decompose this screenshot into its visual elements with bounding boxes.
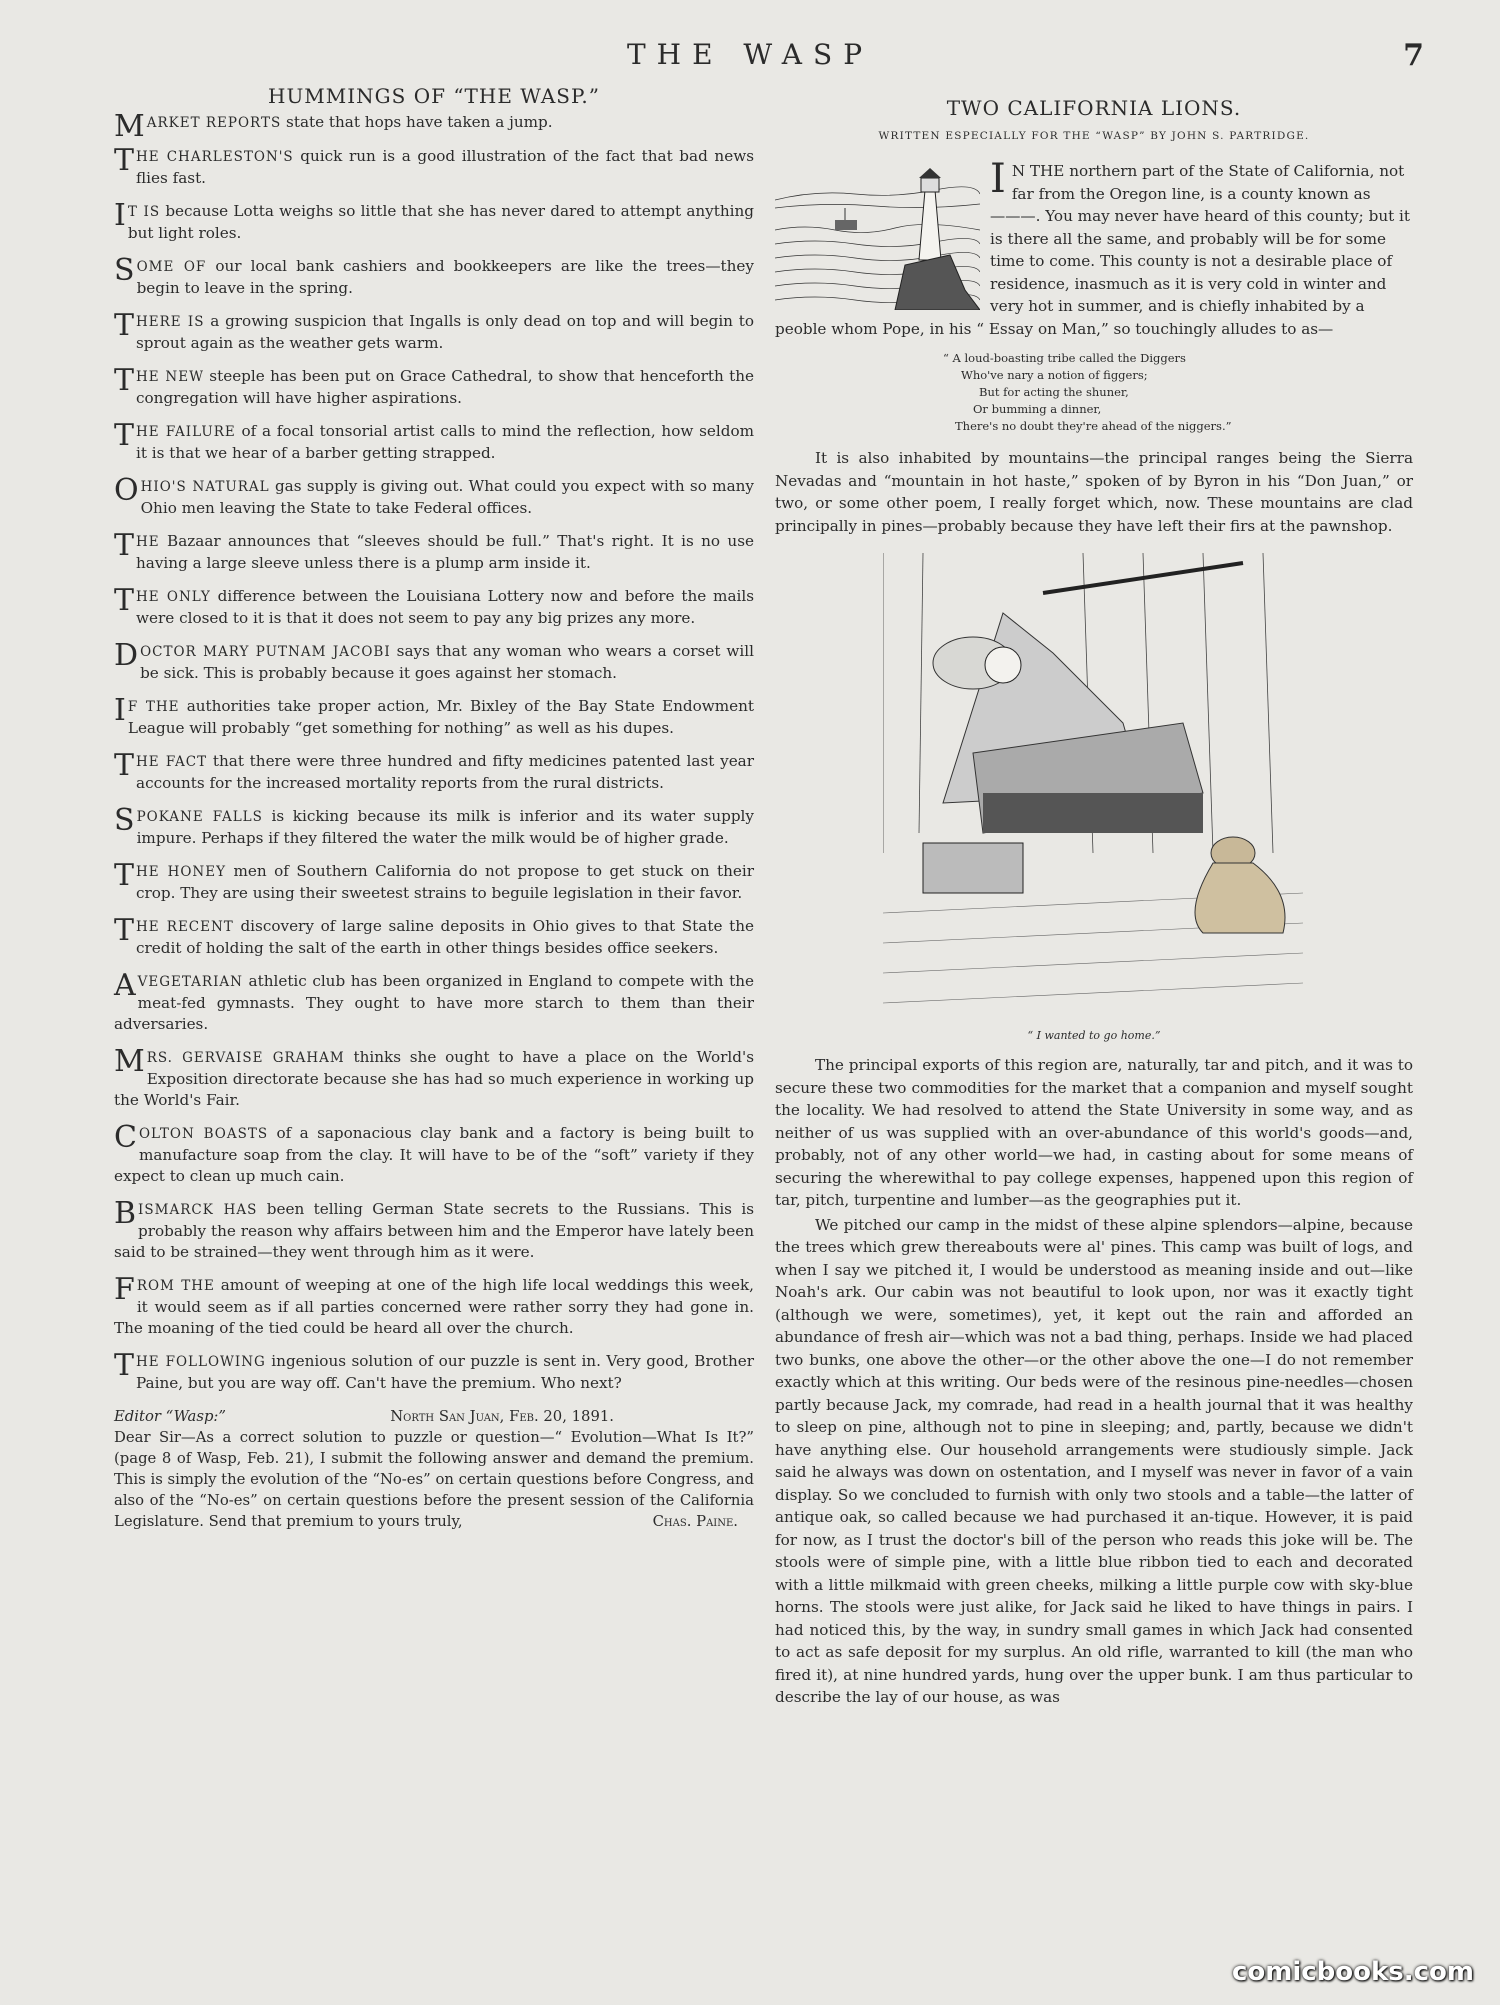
humming-item xyxy=(114,109,754,144)
humming-lead: HE xyxy=(136,534,160,550)
humming-lead: POKANE FALLS xyxy=(136,809,263,825)
humming-lead: HE ONLY xyxy=(136,589,211,605)
humming-item xyxy=(114,1120,754,1187)
article-title: TWO CALIFORNIA LIONS. xyxy=(946,96,1242,120)
humming-lead: HE NEW xyxy=(136,369,204,385)
humming-drop-cap: T xyxy=(114,1348,135,1383)
humming-text: Bazaar announces that “sleeves should be full.” That's right. It is no use having a large sleeve unless there is a plump arm inside it. xyxy=(136,532,754,572)
humming-item xyxy=(114,143,754,189)
poem-line: But for acting the shuner, xyxy=(979,385,1129,399)
paragraph-3: The principal exports of this region are, naturally, tar and pitch, and it was to secure these two commodities for the market that a companion and myself sought the locality. We had resolved to attend the State University in some way, and as neither of us was supplied with an over-abundance of this world's goods—and, probably, not of any other world—we had, in casting about for some means of securing the wherewithal to pay college expenses, happened upon this region of tar, pitch, turpentine and lumber—as the geographies put it. xyxy=(775,1056,1413,1209)
letter-salutation: Editor “Wasp:” xyxy=(114,1408,226,1425)
humming-lead: ARKET REPORTS xyxy=(146,115,282,131)
humming-lead: RS. GERVAISE GRAHAM xyxy=(146,1050,345,1066)
humming-item xyxy=(114,803,754,849)
humming-text: says that any woman who wears a corset will be sick. This is probably because it goes against her stomach. xyxy=(140,642,754,682)
humming-text: state that hops have taken a jump. xyxy=(281,113,553,131)
humming-text: authorities take proper action, Mr. Bixley of the Bay State Endowment League will probably “get something for nothing” as well as his dupes. xyxy=(127,697,755,737)
humming-lead: F THE xyxy=(127,699,180,715)
humming-text: our local bank cashiers and bookkeepers are like the trees—they begin to leave in the spring. xyxy=(136,257,754,297)
humming-drop-cap: T xyxy=(114,143,135,178)
left-column xyxy=(114,84,754,1536)
humming-item xyxy=(114,473,755,519)
humming-lead: HE FACT xyxy=(136,754,208,770)
humming-drop-cap: T xyxy=(114,858,135,893)
humming-item xyxy=(114,1348,755,1394)
humming-item xyxy=(114,638,754,684)
humming-lead: ROM THE xyxy=(136,1278,215,1294)
humming-text: gas supply is giving out. What could you expect with so many Ohio men leaving the State to take Federal offices. xyxy=(140,477,755,517)
humming-lead: ISMARCK HAS xyxy=(138,1202,258,1218)
humming-drop-cap: M xyxy=(114,109,145,144)
humming-text: athletic club has been organized in England to compete with the meat-fed gymnasts. They ought to have more starch to them than their adversaries. xyxy=(114,972,754,1033)
humming-drop-cap: B xyxy=(114,1196,137,1231)
letter xyxy=(114,1406,754,1532)
humming-item xyxy=(114,308,754,354)
article-byline: WRITTEN ESPECIALLY FOR THE “WASP” BY JOHN S. PARTRIDGE. xyxy=(878,130,1310,142)
poem-line: “ A loud-boasting tribe called the Diggers xyxy=(943,351,1186,365)
humming-text: a growing suspicion that Ingalls is only dead on top and will begin to sprout again as the weather gets warm. xyxy=(136,312,754,352)
letter-dateline xyxy=(114,1406,754,1427)
bed-cougar-illustration xyxy=(883,553,1303,1023)
letter-body: Dear Sir—As a correct solution to puzzle or question—“ Evolution—What Is It?” (page 8 of Wasp, Feb. 21), I submit the following answer and demand the premium. This is simply the evolution of the “No-es” on certain questions before Congress, and also of the “No-es” on certain questions before the present session of the California Legislature. Send that premium to yours truly, xyxy=(114,1429,754,1530)
humming-lead: OLTON BOASTS xyxy=(138,1126,269,1142)
humming-item xyxy=(114,253,754,299)
humming-lead: HE CHARLESTON'S xyxy=(136,149,294,165)
humming-item xyxy=(114,1272,754,1339)
humming-drop-cap: T xyxy=(114,583,135,618)
humming-text: men of Southern California do not propose to get stuck on their crop. They are using their sweetest strains to beguile legislation in their favor. xyxy=(136,862,754,902)
humming-lead: HIO'S NATURAL xyxy=(140,479,270,495)
humming-drop-cap: O xyxy=(114,473,139,508)
intro-paragraph: N THE northern part of the State of California, not far from the Oregon line, is a county known as ———. You may never have heard of this county; but it is there all the same, and probably will be for some time to come. This county is not a desirable place of residence, inasmuch as it is very cold in winter and very hot in summer, and is chiefly inhabited by a peoble whom Pope, in his “ Essay on Man,” so touchingly alludes to as— xyxy=(775,162,1411,338)
hummings-title: HUMMINGS OF “THE WASP.” xyxy=(268,84,600,108)
humming-lead: T IS xyxy=(127,204,161,220)
humming-drop-cap: C xyxy=(114,1120,137,1155)
poem xyxy=(943,350,1413,435)
humming-drop-cap: T xyxy=(114,528,135,563)
letter-date: North San Juan, Feb. 20, 1891. xyxy=(390,1408,614,1425)
humming-drop-cap: I xyxy=(114,198,126,233)
humming-lead: OME OF xyxy=(136,259,207,275)
humming-item xyxy=(114,1044,754,1111)
humming-lead: HE HONEY xyxy=(136,864,226,880)
watermark: comicbooks.com xyxy=(1231,1957,1474,1987)
poem-line: Or bumming a dinner, xyxy=(973,402,1102,416)
humming-item xyxy=(114,418,754,464)
humming-text: amount of weeping at one of the high life local weddings this week, it would seem as if all parties concerned were rather sorry they had gone in. The moaning of the tied could be heard all over the church. xyxy=(114,1276,754,1337)
humming-text: of a focal tonsorial artist calls to mind the reflection, how seldom it is that we hear of a barber getting strapped. xyxy=(136,422,754,462)
poem-line: Who've nary a notion of figgers; xyxy=(961,368,1148,382)
intro-drop-cap: I xyxy=(990,156,1006,202)
illustration-caption: “ I wanted to go home.” xyxy=(1027,1029,1161,1042)
humming-text: discovery of large saline deposits in Ohio gives to that State the credit of holding the salt of the earth in other things besides office seekers. xyxy=(136,917,754,957)
humming-text: ingenious solution of our puzzle is sent in. Very good, Brother Paine, but you are way off. Can't have the premium. Who next? xyxy=(136,1352,755,1392)
poem-line: There's no doubt they're ahead of the niggers.” xyxy=(955,419,1232,433)
page-header xyxy=(0,38,1500,78)
humming-drop-cap: I xyxy=(114,693,126,728)
humming-item xyxy=(114,528,754,574)
humming-item xyxy=(114,363,754,409)
humming-drop-cap: T xyxy=(114,418,135,453)
humming-drop-cap: A xyxy=(114,968,136,1003)
humming-lead: HE FAILURE xyxy=(136,424,236,440)
humming-text: because Lotta weighs so little that she has never dared to attempt anything but light roles. xyxy=(127,202,754,242)
letter-signature: Chas. Paine. xyxy=(652,1513,738,1530)
humming-item xyxy=(114,913,754,959)
humming-drop-cap: F xyxy=(114,1272,135,1307)
humming-text: of a saponacious clay bank and a factory is being built to manufacture soap from the clay. It will have to be of the “soft” variety if they expect to clean up much cain. xyxy=(114,1124,754,1185)
humming-lead: HE RECENT xyxy=(136,919,234,935)
right-column xyxy=(775,84,1413,1711)
humming-lead: OCTOR MARY PUTNAM JACOBI xyxy=(140,644,391,660)
humming-drop-cap: D xyxy=(114,638,139,673)
humming-drop-cap: T xyxy=(114,363,135,398)
humming-item xyxy=(114,198,754,244)
humming-text: thinks she ought to have a place on the World's Exposition directorate because she has had so much experience in working up the World's Fair. xyxy=(114,1048,754,1109)
lighthouse-illustration xyxy=(775,160,980,310)
humming-drop-cap: S xyxy=(114,803,135,838)
humming-text: steeple has been put on Grace Cathedral, to show that henceforth the congregation will have higher aspirations. xyxy=(136,367,754,407)
humming-text: quick run is a good illustration of the fact that bad news flies fast. xyxy=(136,147,754,187)
humming-item xyxy=(114,968,754,1035)
humming-text: difference between the Louisiana Lottery now and before the mails were closed to it is that it does not seem to pay any big prizes any more. xyxy=(136,587,755,627)
humming-drop-cap: S xyxy=(114,253,135,288)
paragraph-2: It is also inhabited by mountains—the principal ranges being the Sierra Nevadas and “mountain in hot haste,” spoken of by Byron in his “Don Juan,” or two, or some other poem, I really forget which, now. These mountains are clad principally in pines—probably because they have left their firs at the pawnshop. xyxy=(775,449,1413,535)
humming-lead: VEGETARIAN xyxy=(137,974,243,990)
humming-drop-cap: M xyxy=(114,1044,145,1079)
humming-item xyxy=(114,583,755,629)
humming-item xyxy=(114,748,754,794)
humming-item xyxy=(114,858,754,904)
humming-lead: HE FOLLOWING xyxy=(136,1354,266,1370)
humming-text: is kicking because its milk is inferior and its water supply impure. Perhaps if they filtered the water the milk would be of higher grade. xyxy=(136,807,754,847)
intro-block xyxy=(775,156,1413,340)
humming-text: that there were three hundred and fifty medicines patented last year accounts for the increased mortality reports from the rural districts. xyxy=(136,752,754,792)
humming-drop-cap: T xyxy=(114,308,135,343)
humming-drop-cap: T xyxy=(114,748,135,783)
humming-drop-cap: T xyxy=(114,913,135,948)
humming-item xyxy=(114,1196,754,1263)
paragraph-4: We pitched our camp in the midst of these alpine splendors—alpine, because the trees which grew thereabouts were al' pines. This camp was built of logs, and when I say we pitched it, I would be understood as meaning inside and out—like Noah's ark. Our cabin was not beautiful to look upon, nor was it exactly tight (although we were, sometimes), yet, it kept out the rain and afforded an abundance of fresh air—which was not a bad thing, perhaps. Inside we had placed two bunks, one above the other—or the other above the one—I do not remember exactly which at this writing. Our beds were of the resinous pine-needles—chosen partly because Jack, my comrade, had read in a health journal that it was healthy to sleep on pine, although not to pine in sleeping; and, partly, because we didn't have anything else. Our household arrangements were studiously simple. Jack said he always was down on ostentation, and I myself was never in favor of a vain display. So we concluded to furnish with only two stools and a table—the latter of antique oak, so called because we had purchased it an-tique. However, it is paid for now, as I trust the doctor's bill of the person who reads this joke will be. The stools were of simple pine, with a little blue ribbon tied to each and decorated with a little milkmaid with green cheeks, milking a little purple cow with sky-blue horns. The stools were just alike, for Jack said he liked to have things in pairs. I had noticed this, by the way, in sundry small games in which Jack had consented to act as safe deposit for my surplus. An old rifle, warranted to kill (the man who fired it), at nine hundred yards, hung over the upper bunk. I am thus particular to describe the lay of our house, as was xyxy=(775,1215,1413,1706)
hummings-list xyxy=(114,109,755,1394)
page-number: 7 xyxy=(1403,38,1424,73)
humming-lead: HERE IS xyxy=(136,314,205,330)
masthead: THE WASP xyxy=(626,38,874,71)
humming-item xyxy=(114,693,755,739)
humming-text: been telling German State secrets to the Russians. This is probably the reason why affairs between him and the Emperor have lately been said to be strained—they went through him as it were. xyxy=(114,1200,754,1261)
